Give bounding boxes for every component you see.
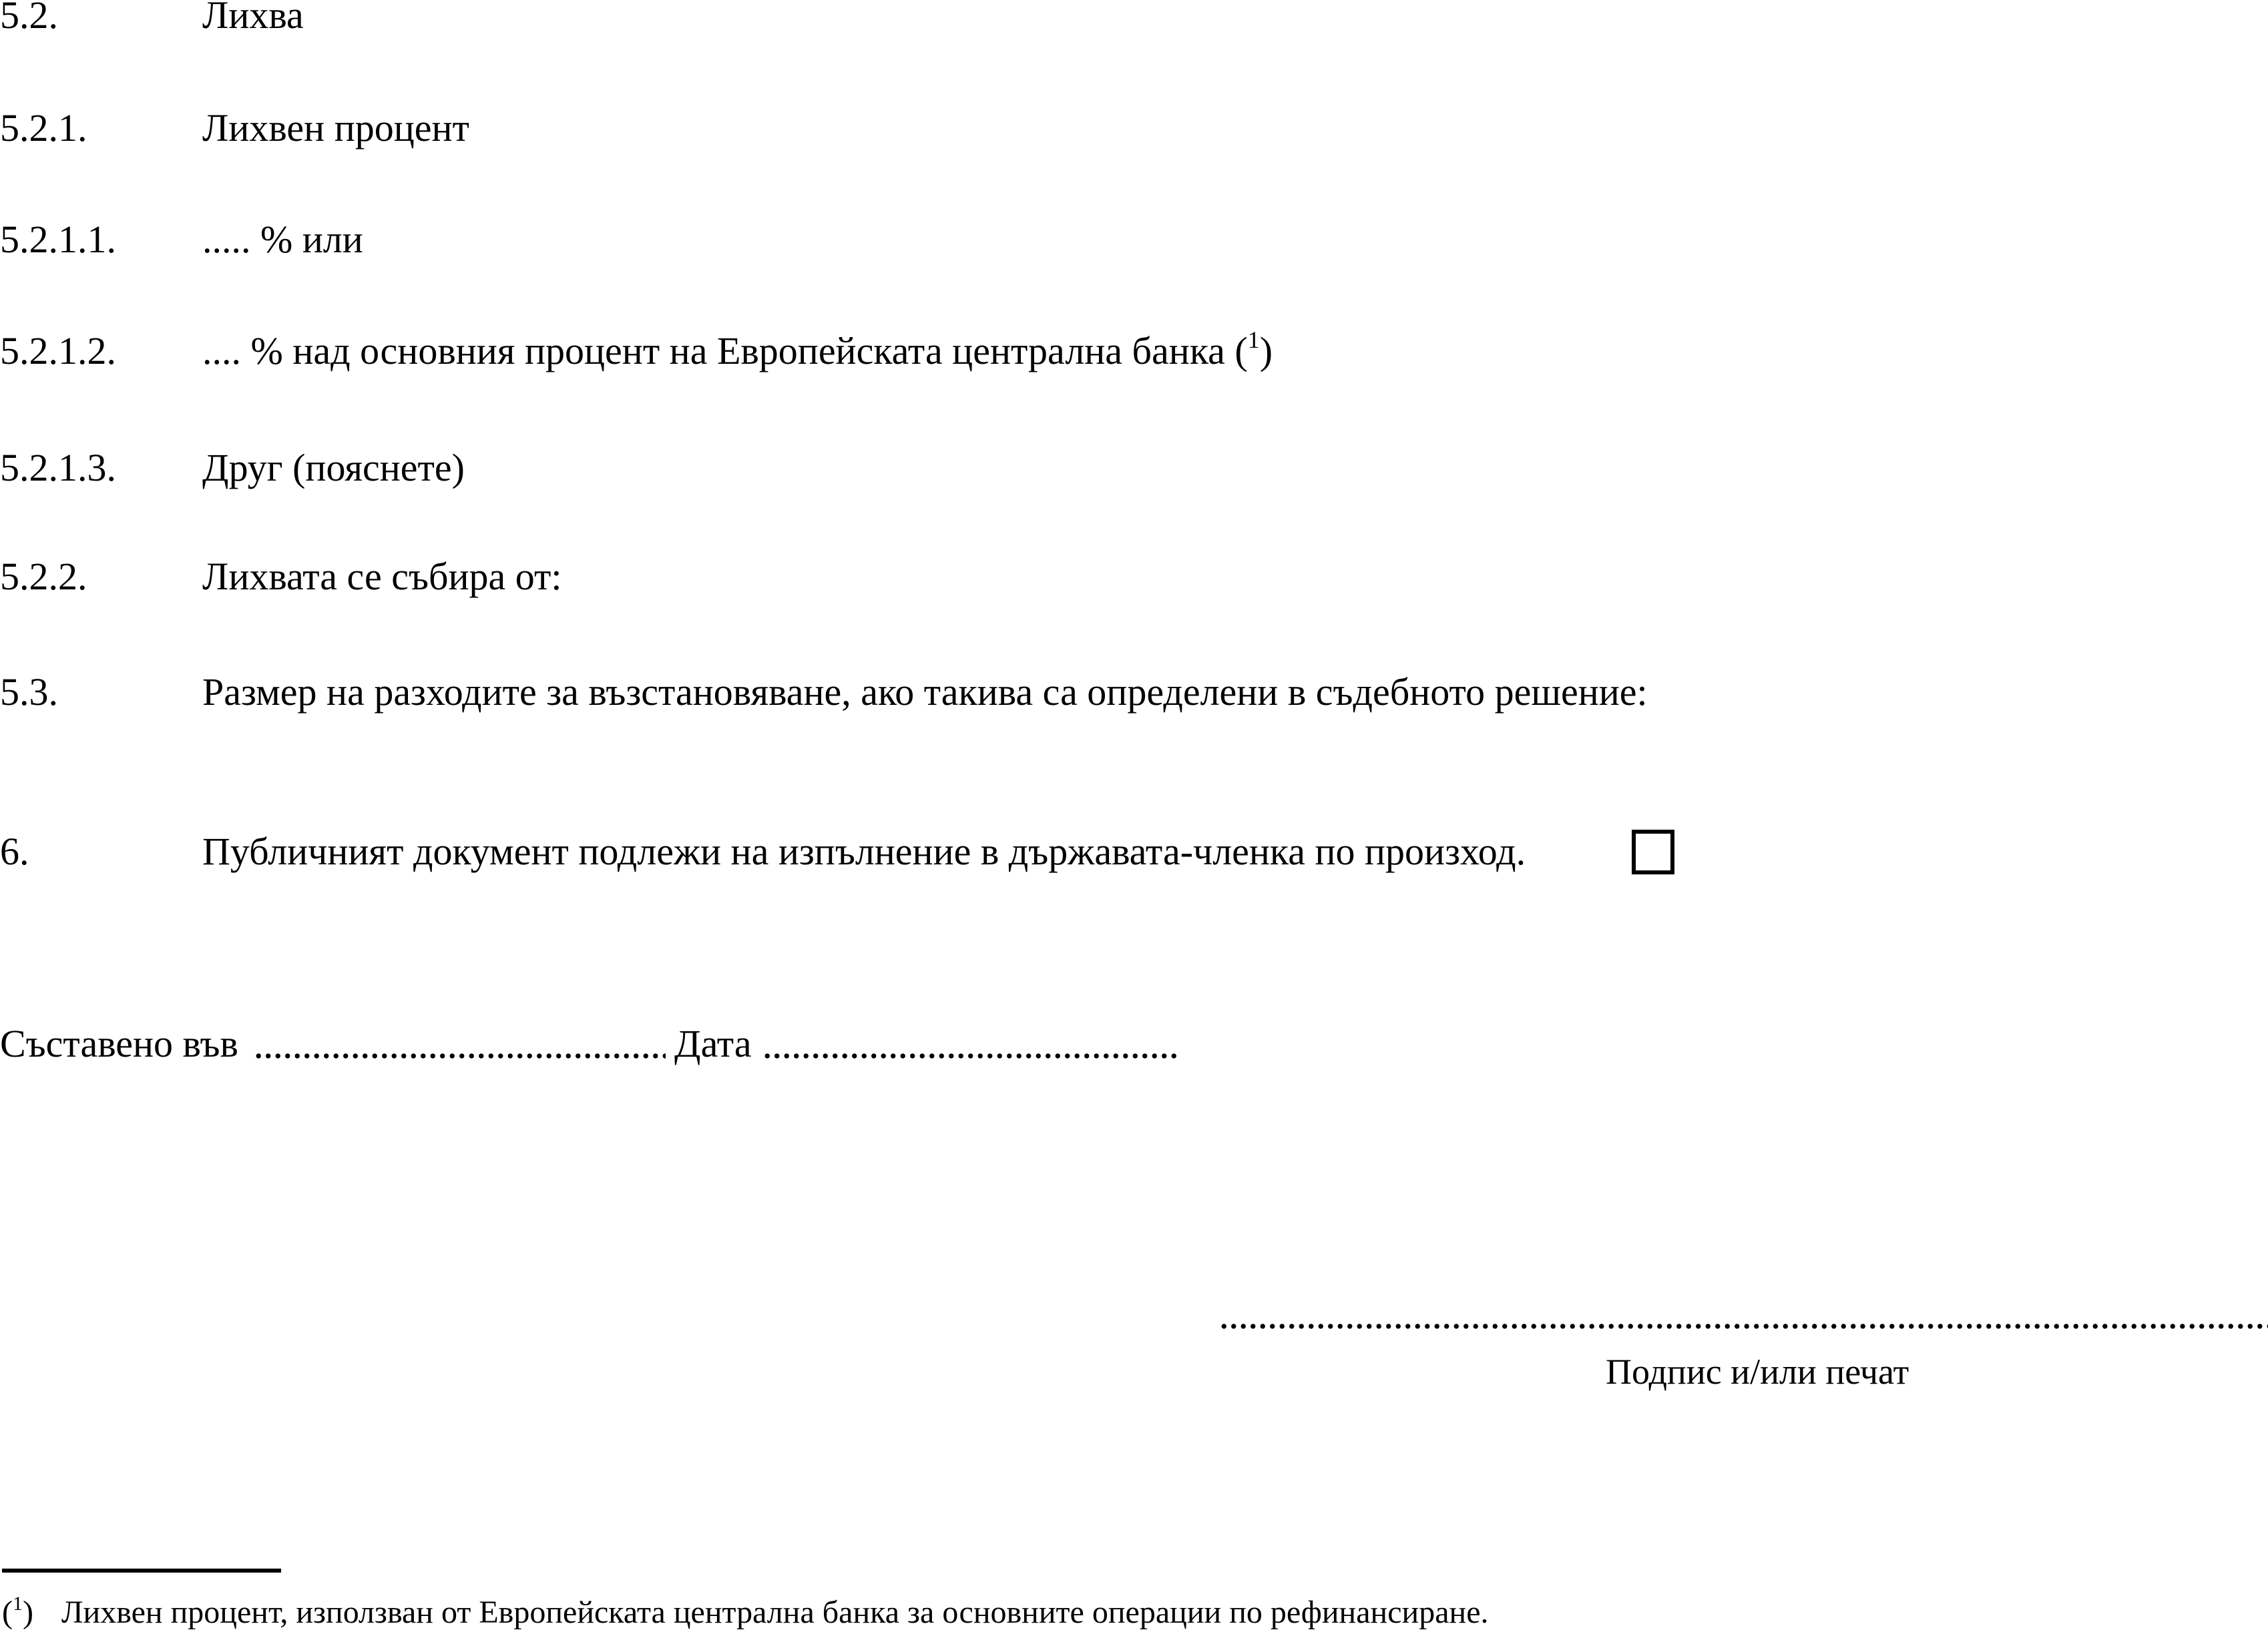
item-text: Лихвен процент <box>202 106 469 150</box>
item-text: Друг (пояснете) <box>202 446 465 489</box>
item-number: 6. <box>0 830 29 873</box>
item-text: ..... % или <box>202 218 363 261</box>
footnote-text: Лихвен процент, използван от Европейската централна банка за основните операции по рефинансиране. <box>61 1595 1489 1630</box>
item-number: 5.2.1. <box>0 106 87 150</box>
item-text: Публичният документ подлежи на изпълнение в държавата-членка по произход. <box>202 830 1526 873</box>
item-text: Лихва <box>202 0 304 37</box>
footnote-mark-open: ( <box>2 1595 13 1630</box>
signature-label: Подпис и/или печат <box>1606 1352 1909 1392</box>
item-text: Лихвата се събира от: <box>202 555 562 598</box>
item-text: Размер на разходите за възстановяване, ако такива са определени в съдебното решение: <box>202 670 1648 714</box>
item-text: .... % над основния процент на Европейската централна банка ( <box>202 329 1248 372</box>
item-number: 5.2.1.1. <box>0 218 116 261</box>
item-text-close: ) <box>1259 329 1273 372</box>
place-label: Съставено във <box>0 1022 238 1065</box>
item-number: 5.3. <box>0 670 58 714</box>
signature-field[interactable] <box>1219 1324 2268 1329</box>
footnote-mark-close: ) <box>22 1595 33 1630</box>
footnote-mark <box>2 1593 33 1630</box>
footnote-reference[interactable]: 1 <box>1247 326 1260 353</box>
item-number: 5.2.1.2. <box>0 329 116 372</box>
enforceable-checkbox[interactable] <box>1632 830 1674 874</box>
item-number: 5.2.1.3. <box>0 446 116 489</box>
item-number: 5.2.2. <box>0 555 87 598</box>
date-label: Дата <box>674 1022 752 1065</box>
date-field[interactable] <box>762 1053 1179 1059</box>
footnote-divider <box>2 1569 281 1573</box>
footnote-mark-number: 1 <box>12 1593 23 1615</box>
place-field[interactable] <box>254 1053 666 1059</box>
item-text-group <box>202 326 1273 372</box>
item-number: 5.2. <box>0 0 58 37</box>
